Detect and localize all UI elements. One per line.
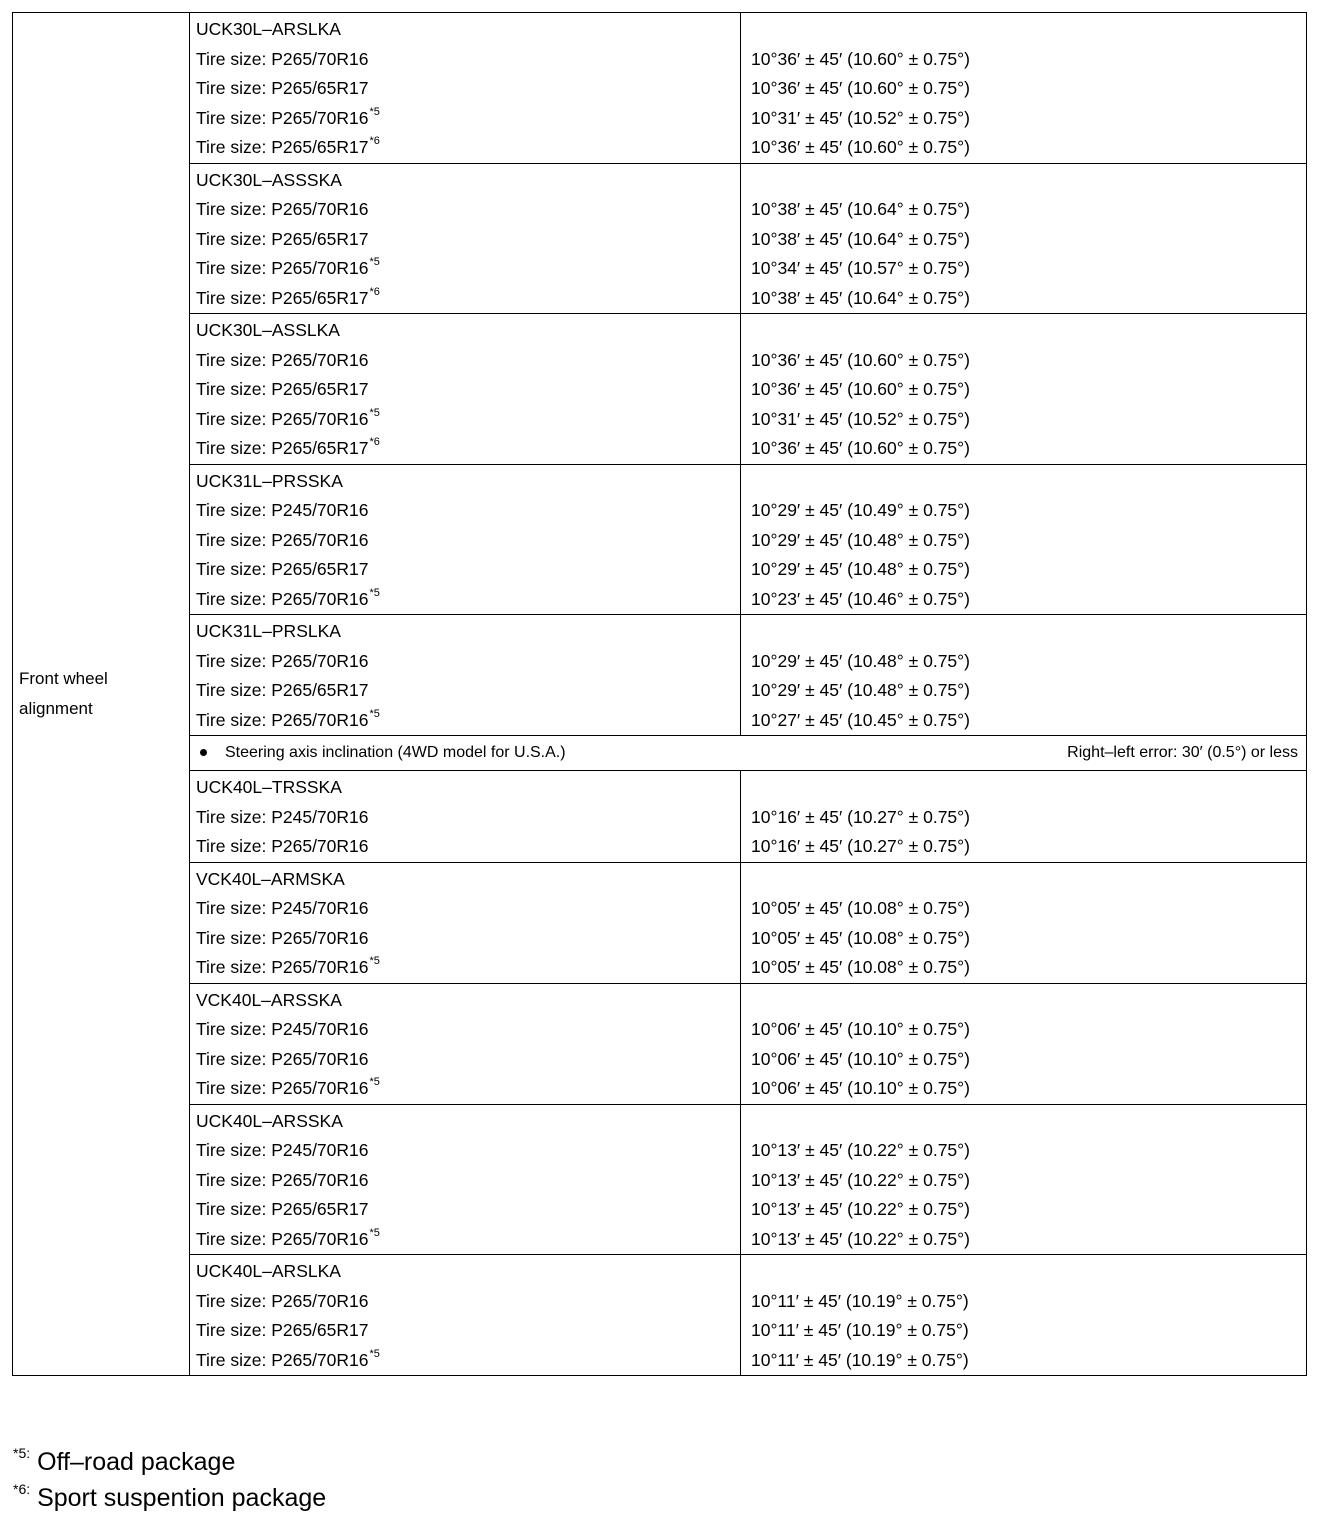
tire-size-line bbox=[196, 375, 734, 405]
tire-size-text: Tire size: P265/70R16 bbox=[196, 48, 369, 69]
tire-size-line bbox=[196, 1195, 734, 1225]
value-spacer bbox=[751, 986, 1300, 1016]
tire-size-line bbox=[196, 45, 734, 75]
tire-size-text: Tire size: P265/70R16 bbox=[196, 1048, 369, 1069]
tire-size-line bbox=[196, 526, 734, 556]
bullet-icon bbox=[200, 749, 207, 756]
footnote-ref: *6 bbox=[369, 135, 380, 147]
tire-size-line bbox=[196, 434, 734, 464]
value-cell bbox=[741, 464, 1307, 615]
inclination-value: 10°11′ ± 45′ (10.19° ± 0.75°) bbox=[751, 1290, 969, 1311]
inclination-value: 10°38′ ± 45′ (10.64° ± 0.75°) bbox=[751, 199, 970, 219]
footnote-ref: *5 bbox=[369, 256, 380, 268]
model-code: UCK30L–ASSLKA bbox=[196, 320, 340, 340]
inclination-value: 10°38′ ± 45′ (10.64° ± 0.75°) bbox=[751, 287, 970, 308]
model-group-row bbox=[13, 1255, 1307, 1376]
model-group-row bbox=[13, 314, 1307, 465]
tire-size-text: Tire size: P265/70R16 bbox=[196, 1169, 369, 1190]
footnote-ref: *5 bbox=[369, 1226, 380, 1239]
inclination-value: 10°06′ ± 45′ (10.10° ± 0.75°) bbox=[751, 1078, 970, 1098]
row-label-cell bbox=[13, 13, 190, 1376]
model-cell bbox=[190, 13, 741, 164]
tire-size-text: Tire size: P265/70R16 bbox=[196, 1290, 369, 1311]
model-cell bbox=[190, 771, 741, 863]
model-code: UCK40L–ARSSKA bbox=[196, 1110, 343, 1131]
model-code: UCK30L–ARSLKA bbox=[196, 19, 341, 39]
inclination-value: 10°13′ ± 45′ (10.22° ± 0.75°) bbox=[751, 1169, 970, 1190]
inclination-value: 10°38′ ± 45′ (10.64° ± 0.75°) bbox=[751, 228, 970, 249]
value-spacer bbox=[751, 773, 1300, 803]
value-cell bbox=[741, 771, 1307, 863]
footnote-text: Sport suspention package bbox=[37, 1484, 327, 1512]
tire-size-line bbox=[196, 924, 734, 954]
value-spacer bbox=[751, 316, 1300, 346]
inclination-value: 10°06′ ± 45′ (10.10° ± 0.75°) bbox=[751, 1019, 970, 1039]
model-code: VCK40L–ARMSKA bbox=[196, 868, 345, 889]
tire-size-line bbox=[196, 133, 734, 163]
model-group-row bbox=[13, 983, 1307, 1104]
inclination-value: 10°27′ ± 45′ (10.45° ± 0.75°) bbox=[751, 709, 970, 730]
model-cell bbox=[190, 163, 741, 314]
tire-size-text: Tire size: P265/70R16 bbox=[196, 199, 369, 219]
inclination-value: 10°16′ ± 45′ (10.27° ± 0.75°) bbox=[751, 836, 970, 856]
tire-size-text: Tire size: P265/65R17 bbox=[196, 379, 369, 399]
value-spacer bbox=[751, 617, 1300, 647]
tire-size-text: Tire size: P245/70R16 bbox=[196, 1019, 369, 1039]
tire-size-text: Tire size: P245/70R16 bbox=[196, 500, 369, 520]
inclination-value: 10°31′ ± 45′ (10.52° ± 0.75°) bbox=[751, 408, 970, 429]
note-left bbox=[198, 744, 566, 762]
footnote-mark: *5: bbox=[13, 1445, 31, 1461]
value-cell bbox=[741, 1104, 1307, 1255]
tire-size-text: Tire size: P265/65R17 bbox=[196, 1199, 369, 1219]
tire-size-text: Tire size: P265/65R17 bbox=[196, 137, 369, 157]
tire-size-text: Tire size: P265/70R16 bbox=[196, 650, 369, 671]
tire-size-line bbox=[196, 346, 734, 376]
model-code: UCK31L–PRSSKA bbox=[196, 470, 343, 491]
footnote-ref: *5 bbox=[369, 406, 380, 419]
tire-size-line bbox=[196, 894, 734, 924]
steering-axis-note bbox=[198, 736, 1298, 770]
footnote-ref: *5 bbox=[369, 586, 380, 599]
inclination-value: 10°36′ ± 45′ (10.60° ± 0.75°) bbox=[751, 438, 970, 458]
tire-size-text: Tire size: P265/65R17 bbox=[196, 559, 369, 579]
tire-size-line bbox=[196, 1316, 734, 1346]
model-group-row bbox=[13, 464, 1307, 615]
tire-size-line bbox=[196, 1015, 734, 1045]
value-spacer bbox=[751, 1257, 1300, 1287]
model-group-row bbox=[13, 163, 1307, 314]
tire-size-text: Tire size: P265/70R16 bbox=[196, 258, 369, 278]
model-code: UCK30L–ASSSKA bbox=[196, 169, 342, 190]
tire-size-line bbox=[196, 74, 734, 104]
inclination-value: 10°36′ ± 45′ (10.60° ± 0.75°) bbox=[751, 78, 970, 98]
value-spacer bbox=[751, 166, 1300, 196]
tire-size-text: Tire size: P265/65R17 bbox=[196, 438, 369, 458]
tire-size-text: Tire size: P265/70R16 bbox=[196, 836, 369, 856]
model-group-row bbox=[13, 862, 1307, 983]
footnote bbox=[12, 1444, 326, 1480]
model-group-row bbox=[13, 771, 1307, 863]
tire-size-line bbox=[196, 1136, 734, 1166]
alignment-spec-table bbox=[12, 12, 1307, 1376]
footnote bbox=[12, 1480, 326, 1516]
inclination-value: 10°05′ ± 45′ (10.08° ± 0.75°) bbox=[751, 898, 970, 918]
model-group-row bbox=[13, 13, 1307, 164]
inclination-value: 10°23′ ± 45′ (10.46° ± 0.75°) bbox=[751, 588, 970, 609]
tire-size-line bbox=[196, 1287, 734, 1317]
tire-size-line bbox=[196, 104, 734, 134]
tire-size-text: Tire size: P265/70R16 bbox=[196, 927, 369, 948]
row-label-line: Front wheel bbox=[19, 669, 108, 688]
tire-size-text: Tire size: P265/65R17 bbox=[196, 287, 369, 308]
note-left-text: Steering axis inclination (4WD model for U.S.A.) bbox=[225, 744, 566, 761]
model-code: UCK40L–ARSLKA bbox=[196, 1261, 341, 1281]
inclination-value: 10°36′ ± 45′ (10.60° ± 0.75°) bbox=[751, 379, 970, 399]
tire-size-text: Tire size: P265/65R17 bbox=[196, 228, 369, 249]
tire-size-text: Tire size: P265/70R16 bbox=[196, 529, 369, 550]
value-cell bbox=[741, 862, 1307, 983]
footnote-ref: *5 bbox=[369, 707, 380, 720]
inclination-value: 10°36′ ± 45′ (10.60° ± 0.75°) bbox=[751, 349, 970, 370]
inclination-value: 10°36′ ± 45′ (10.60° ± 0.75°) bbox=[751, 48, 970, 69]
model-code: UCK40L–TRSSKA bbox=[196, 777, 342, 797]
value-spacer bbox=[751, 865, 1300, 895]
tire-size-text: Tire size: P265/65R17 bbox=[196, 78, 369, 98]
model-cell bbox=[190, 862, 741, 983]
value-spacer bbox=[751, 467, 1300, 497]
tire-size-line bbox=[196, 1166, 734, 1196]
model-cell bbox=[190, 1104, 741, 1255]
tire-size-text: Tire size: P265/70R16 bbox=[196, 957, 369, 977]
model-code: VCK40L–ARSSKA bbox=[196, 989, 342, 1010]
note-row-container bbox=[13, 736, 1307, 771]
inclination-value: 10°05′ ± 45′ (10.08° ± 0.75°) bbox=[751, 957, 970, 977]
tire-size-line bbox=[196, 195, 734, 225]
tire-size-text: Tire size: P265/70R16 bbox=[196, 1078, 369, 1098]
value-cell bbox=[741, 615, 1307, 736]
tire-size-line bbox=[196, 284, 734, 314]
model-code: UCK31L–PRSLKA bbox=[196, 621, 341, 641]
model-group-row bbox=[13, 1104, 1307, 1255]
inclination-value: 10°34′ ± 45′ (10.57° ± 0.75°) bbox=[751, 258, 970, 278]
value-spacer bbox=[751, 1107, 1300, 1137]
value-cell bbox=[741, 314, 1307, 465]
tire-size-text: Tire size: P265/70R16 bbox=[196, 349, 369, 370]
model-cell bbox=[190, 314, 741, 465]
tire-size-text: Tire size: P265/70R16 bbox=[196, 1228, 369, 1249]
footnote-ref: *5 bbox=[369, 955, 380, 967]
inclination-value: 10°06′ ± 45′ (10.10° ± 0.75°) bbox=[751, 1048, 970, 1069]
model-cell bbox=[190, 615, 741, 736]
tire-size-line bbox=[196, 585, 734, 615]
footnote-ref: *6 bbox=[369, 285, 380, 298]
tire-size-line bbox=[196, 225, 734, 255]
tire-size-line bbox=[196, 953, 734, 983]
inclination-value: 10°11′ ± 45′ (10.19° ± 0.75°) bbox=[751, 1349, 969, 1370]
footnotes bbox=[12, 1444, 326, 1516]
inclination-value: 10°29′ ± 45′ (10.48° ± 0.75°) bbox=[751, 529, 970, 550]
note-right-text: Right–left error: 30′ (0.5°) or less bbox=[1067, 744, 1298, 761]
footnote-ref: *6 bbox=[369, 436, 380, 448]
inclination-value: 10°13′ ± 45′ (10.22° ± 0.75°) bbox=[751, 1199, 970, 1219]
inclination-value: 10°29′ ± 45′ (10.49° ± 0.75°) bbox=[751, 500, 970, 520]
inclination-value: 10°11′ ± 45′ (10.19° ± 0.75°) bbox=[751, 1320, 969, 1340]
inclination-value: 10°29′ ± 45′ (10.48° ± 0.75°) bbox=[751, 680, 970, 700]
tire-size-line bbox=[196, 1045, 734, 1075]
inclination-value: 10°29′ ± 45′ (10.48° ± 0.75°) bbox=[751, 559, 970, 579]
tire-size-text: Tire size: P245/70R16 bbox=[196, 806, 369, 827]
tire-size-text: Tire size: P265/70R16 bbox=[196, 1349, 369, 1370]
tire-size-text: Tire size: P265/65R17 bbox=[196, 1320, 369, 1340]
tire-size-line bbox=[196, 1074, 734, 1104]
tire-size-line bbox=[196, 803, 734, 833]
value-cell bbox=[741, 1255, 1307, 1376]
model-cell bbox=[190, 464, 741, 615]
tire-size-text: Tire size: P245/70R16 bbox=[196, 1140, 369, 1160]
model-group-row bbox=[13, 615, 1307, 736]
tire-size-line bbox=[196, 706, 734, 736]
tire-size-text: Tire size: P265/70R16 bbox=[196, 709, 369, 730]
tire-size-text: Tire size: P265/70R16 bbox=[196, 408, 369, 429]
footnote-text: Off–road package bbox=[37, 1448, 236, 1476]
tire-size-text: Tire size: P265/65R17 bbox=[196, 680, 369, 700]
tire-size-line bbox=[196, 555, 734, 585]
value-cell bbox=[741, 983, 1307, 1104]
inclination-value: 10°13′ ± 45′ (10.22° ± 0.75°) bbox=[751, 1140, 970, 1160]
note-cell bbox=[190, 736, 1307, 771]
tire-size-line bbox=[196, 832, 734, 862]
inclination-value: 10°29′ ± 45′ (10.48° ± 0.75°) bbox=[751, 650, 970, 671]
model-cell bbox=[190, 983, 741, 1104]
tire-size-line bbox=[196, 254, 734, 284]
tire-size-line bbox=[196, 1225, 734, 1255]
tire-size-text: Tire size: P265/70R16 bbox=[196, 107, 369, 128]
row-label-line: alignment bbox=[19, 699, 93, 718]
tire-size-line bbox=[196, 647, 734, 677]
tire-size-line bbox=[196, 405, 734, 435]
value-spacer bbox=[751, 15, 1300, 45]
value-cell bbox=[741, 13, 1307, 164]
tire-size-text: Tire size: P265/70R16 bbox=[196, 588, 369, 609]
inclination-value: 10°36′ ± 45′ (10.60° ± 0.75°) bbox=[751, 137, 970, 157]
inclination-value: 10°05′ ± 45′ (10.08° ± 0.75°) bbox=[751, 927, 970, 948]
inclination-value: 10°13′ ± 45′ (10.22° ± 0.75°) bbox=[751, 1228, 970, 1249]
model-cell bbox=[190, 1255, 741, 1376]
footnote-ref: *5 bbox=[369, 1076, 380, 1088]
footnote-ref: *5 bbox=[369, 1347, 380, 1360]
tire-size-line bbox=[196, 496, 734, 526]
footnote-ref: *5 bbox=[369, 105, 380, 118]
tire-size-line bbox=[196, 676, 734, 706]
inclination-value: 10°31′ ± 45′ (10.52° ± 0.75°) bbox=[751, 107, 970, 128]
tire-size-text: Tire size: P245/70R16 bbox=[196, 898, 369, 918]
tire-size-line bbox=[196, 1346, 734, 1376]
inclination-value: 10°16′ ± 45′ (10.27° ± 0.75°) bbox=[751, 806, 970, 827]
footnote-mark: *6: bbox=[13, 1481, 31, 1497]
value-cell bbox=[741, 163, 1307, 314]
